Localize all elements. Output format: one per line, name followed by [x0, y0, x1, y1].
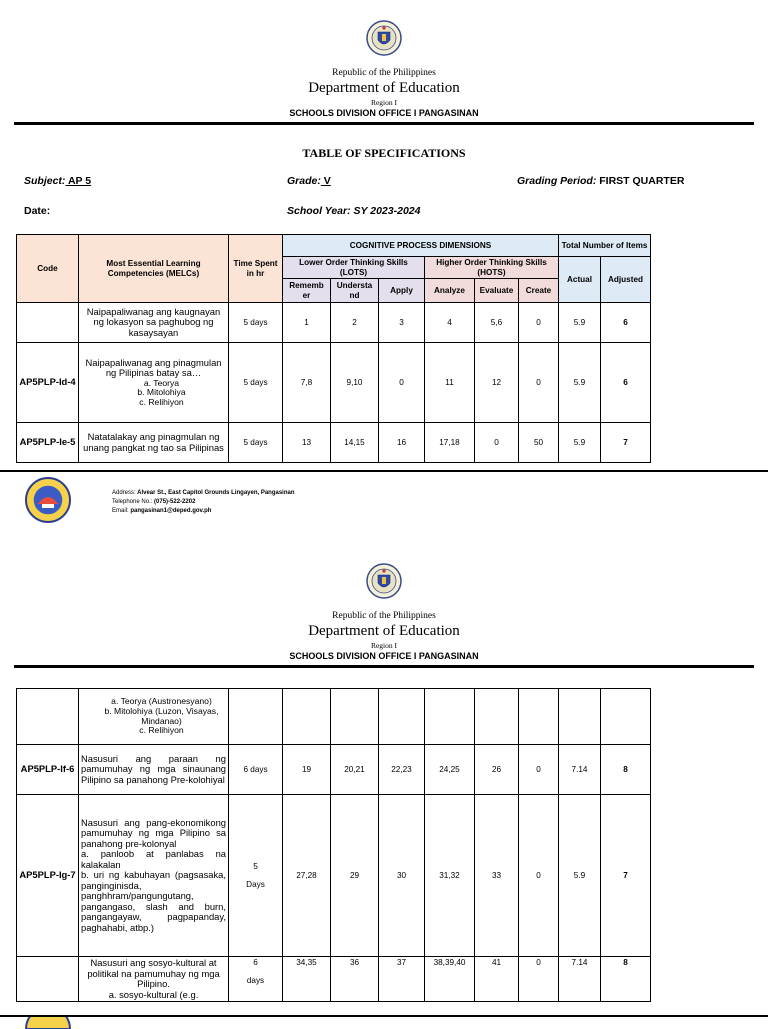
region-line: Region I — [370, 98, 398, 107]
deped-seal-icon — [366, 563, 402, 599]
row-adjusted: 8 — [601, 957, 651, 1002]
row-melc: Naipapaliwanag ang kaugnayan ng lokasyon sa paghubog ng kasaysayan — [79, 303, 229, 343]
melc-text: Nasusuri ang sosyo-kultural at politikal na pamumuhay ng mga Pilipino. — [87, 957, 220, 990]
subject-label: Subject: — [24, 175, 66, 187]
document-title: TABLE OF SPECIFICATIONS — [302, 146, 466, 160]
header-analyze: Analyze — [425, 279, 475, 303]
row-apply: 3 — [379, 303, 425, 343]
school-year-label: School Year: SY 2023-2024 — [287, 205, 421, 217]
row-understand: 14,15 — [331, 423, 379, 463]
row-apply: 0 — [379, 343, 425, 423]
row-adjusted: 7 — [601, 795, 651, 957]
row-evaluate: 0 — [475, 423, 519, 463]
header-lots: Lower Order Thinking Skills (LOTS) — [283, 257, 425, 279]
row-code — [17, 689, 79, 745]
row-understand: 20,21 — [331, 745, 379, 795]
grade-field — [287, 175, 331, 187]
department-name: Department of Education — [308, 623, 460, 639]
row-analyze: 38,39,40 — [425, 957, 475, 1002]
row-time: 5 days — [229, 423, 283, 463]
row-code: AP5PLP-Ie-5 — [17, 423, 79, 463]
row-melc — [79, 957, 229, 1002]
melc-sub-item: b. Mitolohiya (Luzon, Visayas, Mindanao) — [104, 705, 219, 726]
address-label: Address: — [112, 490, 136, 496]
time-unit: days — [246, 976, 265, 986]
header-rule — [14, 665, 754, 668]
subject-value: AP 5 — [65, 175, 92, 187]
melc-sub-item: a. panloob at panlabas na kalakalan — [81, 848, 226, 870]
header-code: Code — [17, 235, 79, 303]
grading-period-field — [517, 175, 684, 187]
row-understand: 2 — [331, 303, 379, 343]
row-analyze: 17,18 — [425, 423, 475, 463]
row-remember: 7,8 — [283, 343, 331, 423]
school-year-field — [287, 205, 420, 217]
row-remember: 19 — [283, 745, 331, 795]
address-value: Alvear St., East Capitol Grounds Lingayen, Pangasinan — [135, 490, 295, 496]
row-time — [229, 957, 283, 1002]
table-row — [17, 303, 651, 343]
date-field — [24, 205, 50, 217]
row-code — [17, 957, 79, 1002]
row-code: AP5PLP-Id-4 — [17, 343, 79, 423]
row-analyze: 24,25 — [425, 745, 475, 795]
row-remember: 13 — [283, 423, 331, 463]
phone-label: Telephone No.: — [112, 499, 153, 505]
header-create: Create — [519, 279, 559, 303]
deped-seal-icon — [366, 20, 402, 56]
row-melc — [79, 343, 229, 423]
row-evaluate: 33 — [475, 795, 519, 957]
row-melc: Natatalakay ang pinagmulan ng unang pangkat ng tao sa Pilipinas — [79, 423, 229, 463]
melc-sub-item: c. Relihiyon — [139, 725, 184, 736]
melc-sub-item: a. sosyo-kultural (e.g. — [108, 988, 199, 1000]
row-melc — [79, 795, 229, 957]
row-apply: 30 — [379, 795, 425, 957]
table-row — [17, 795, 651, 957]
footer-rule — [0, 1015, 768, 1017]
melc-text: Naipapaliwanag ang pinagmulan ng Pilipinas batay sa… — [85, 356, 222, 379]
row-evaluate: 26 — [475, 745, 519, 795]
email-label: Email: — [112, 508, 129, 514]
row-code: AP5PLP-Ig-7 — [17, 795, 79, 957]
row-evaluate: 12 — [475, 343, 519, 423]
division-logo-icon — [24, 1017, 72, 1029]
subject-field — [24, 175, 91, 187]
region-line: Region I — [370, 641, 398, 650]
time-unit: Days — [246, 880, 265, 890]
row-melc — [79, 689, 229, 745]
row-analyze: 4 — [425, 303, 475, 343]
row-melc: Nasusuri ang paraan ng pamumuhay ng mga sinaunang Pilipino sa panahong Pre-kolohiyal — [79, 745, 229, 795]
grading-period-label: Grading Period: — [517, 175, 597, 187]
table-row — [17, 745, 651, 795]
row-actual: 5.9 — [559, 423, 601, 463]
row-apply: 37 — [379, 957, 425, 1002]
phone-value: (075)-522-2202 — [152, 499, 196, 505]
row-code — [17, 303, 79, 343]
header-actual: Actual — [559, 257, 601, 303]
row-adjusted: 6 — [601, 343, 651, 423]
footer-rule — [0, 470, 768, 472]
row-code: AP5PLP-If-6 — [17, 745, 79, 795]
row-analyze: 31,32 — [425, 795, 475, 957]
melc-sub-item: a. Teorya (Austronesyano) — [111, 696, 212, 707]
row-time: 5 days — [229, 343, 283, 423]
division-logo-icon — [24, 476, 72, 524]
header-rule — [14, 122, 754, 125]
row-adjusted: 6 — [601, 303, 651, 343]
melc-sub-item: b. uri ng kabuhayan (pagsasaka, panginginisda, panghhram/pangungutang, pangangaso, slash and burn, pangangayaw, pagpapanday, paghahabi, atbp.) — [81, 869, 226, 933]
row-remember: 34,35 — [283, 957, 331, 1002]
republic-line: Republic of the Philippines — [332, 611, 436, 621]
republic-line: Republic of the Philippines — [332, 68, 436, 78]
header-melcs: Most Essential Learning Competencies (MELCs) — [79, 235, 229, 303]
row-understand: 9,10 — [331, 343, 379, 423]
header-adjusted: Adjusted — [601, 257, 651, 303]
row-remember: 1 — [283, 303, 331, 343]
row-adjusted: 8 — [601, 745, 651, 795]
header-understand: Understa nd — [331, 279, 379, 303]
tos-table-page1 — [16, 234, 651, 463]
division-office: SCHOOLS DIVISION OFFICE I PANGASINAN — [289, 108, 479, 118]
grade-value: V — [320, 175, 331, 187]
row-create: 0 — [519, 795, 559, 957]
time-value: 5 — [253, 861, 258, 871]
table-row — [17, 689, 651, 745]
email-value: pangasinan1@deped.gov.ph — [128, 508, 212, 514]
row-adjusted: 7 — [601, 423, 651, 463]
page-2 — [0, 545, 768, 1024]
row-create: 0 — [519, 957, 559, 1002]
row-apply: 16 — [379, 423, 425, 463]
grading-period-value: FIRST QUARTER — [596, 175, 685, 187]
row-actual: 7.14 — [559, 745, 601, 795]
row-actual: 5.9 — [559, 343, 601, 423]
header-evaluate: Evaluate — [475, 279, 519, 303]
row-understand: 29 — [331, 795, 379, 957]
header-total: Total Number of Items — [559, 235, 651, 257]
row-create: 50 — [519, 423, 559, 463]
melc-sub-item: b. Mitolohiya — [137, 387, 186, 398]
header-hots: Higher Order Thinking Skills (HOTS) — [425, 257, 559, 279]
melc-sub-item: a. Teorya — [143, 377, 180, 388]
row-create: 0 — [519, 303, 559, 343]
row-actual: 5.9 — [559, 303, 601, 343]
row-time: 5 days — [229, 303, 283, 343]
header-apply: Apply — [379, 279, 425, 303]
row-understand: 36 — [331, 957, 379, 1002]
time-value: 6 — [253, 958, 258, 967]
melc-sub-item: c. Relihiyon — [139, 396, 184, 407]
row-create: 0 — [519, 343, 559, 423]
date-label: Date: — [24, 205, 51, 217]
grade-label: Grade: — [287, 175, 321, 187]
row-time: 6 days — [229, 745, 283, 795]
tos-table-page2 — [16, 688, 651, 1002]
row-create: 0 — [519, 745, 559, 795]
table-row — [17, 343, 651, 423]
row-evaluate: 5,6 — [475, 303, 519, 343]
row-analyze: 11 — [425, 343, 475, 423]
table-row — [17, 423, 651, 463]
division-office: SCHOOLS DIVISION OFFICE I PANGASINAN — [289, 651, 479, 661]
melc-text: Nasusuri ang pang-ekonomikong pamumuhay ng mga Pilipino sa panahong pre-kolonyal — [81, 816, 226, 849]
row-actual: 5.9 — [559, 795, 601, 957]
header-cognitive: COGNITIVE PROCESS DIMENSIONS — [283, 235, 559, 257]
row-remember: 27,28 — [283, 795, 331, 957]
department-name: Department of Education — [308, 80, 460, 96]
row-time — [229, 795, 283, 957]
row-actual: 7.14 — [559, 957, 601, 1002]
table-row — [17, 957, 651, 1002]
header-time: Time Spent in hr — [229, 235, 283, 303]
header-remember: Rememb er — [283, 279, 331, 303]
footer-address — [112, 489, 295, 516]
row-evaluate: 41 — [475, 957, 519, 1002]
row-apply: 22,23 — [379, 745, 425, 795]
